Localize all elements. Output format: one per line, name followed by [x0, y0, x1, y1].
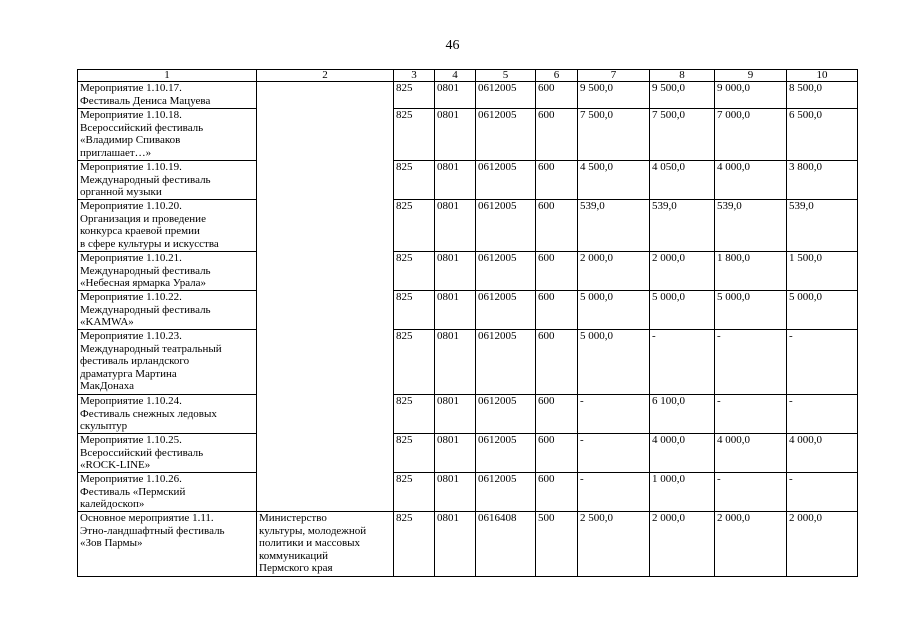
- column-header: 9: [715, 70, 787, 82]
- section-cell: 0801: [435, 252, 476, 291]
- grbs-cell: 825: [394, 291, 435, 330]
- section-cell: 0801: [435, 434, 476, 473]
- amount-cell: 539,0: [578, 200, 650, 252]
- amount-cell: 1 000,0: [650, 473, 715, 512]
- amount-cell: 4 000,0: [715, 434, 787, 473]
- responsible-cell-empty: [257, 82, 394, 512]
- column-header: 1: [78, 70, 257, 82]
- event-name-cell: Мероприятие 1.10.23. Международный театральный фестиваль ирландского драматурга Мартина МакДонаха: [78, 330, 257, 395]
- target-article-cell: 0612005: [476, 473, 536, 512]
- table-row: [78, 330, 858, 395]
- section-cell: 0801: [435, 512, 476, 577]
- amount-cell: -: [715, 395, 787, 434]
- target-article-cell: 0612005: [476, 395, 536, 434]
- amount-cell: 9 500,0: [650, 82, 715, 109]
- amount-cell: 2 000,0: [787, 512, 858, 577]
- column-header: 10: [787, 70, 858, 82]
- target-article-cell: 0612005: [476, 434, 536, 473]
- grbs-cell: 825: [394, 109, 435, 161]
- target-article-cell: 0612005: [476, 161, 536, 200]
- amount-cell: -: [650, 330, 715, 395]
- table-row: [78, 82, 858, 109]
- event-name-cell: Мероприятие 1.10.18. Всероссийский фестиваль «Владимир Спиваков приглашает…»: [78, 109, 257, 161]
- amount-cell: 2 500,0: [578, 512, 650, 577]
- expense-type-cell: 600: [536, 200, 578, 252]
- amount-cell: 2 000,0: [650, 252, 715, 291]
- expense-type-cell: 600: [536, 395, 578, 434]
- grbs-cell: 825: [394, 252, 435, 291]
- target-article-cell: 0612005: [476, 82, 536, 109]
- target-article-cell: 0612005: [476, 291, 536, 330]
- amount-cell: 2 000,0: [715, 512, 787, 577]
- amount-cell: 6 500,0: [787, 109, 858, 161]
- amount-cell: 2 000,0: [650, 512, 715, 577]
- amount-cell: 539,0: [787, 200, 858, 252]
- amount-cell: 5 000,0: [715, 291, 787, 330]
- grbs-cell: 825: [394, 200, 435, 252]
- amount-cell: 9 000,0: [715, 82, 787, 109]
- amount-cell: -: [787, 395, 858, 434]
- amount-cell: 4 000,0: [715, 161, 787, 200]
- amount-cell: -: [715, 330, 787, 395]
- event-name-cell: Мероприятие 1.10.21. Международный фестиваль «Небесная ярмарка Урала»: [78, 252, 257, 291]
- section-cell: 0801: [435, 473, 476, 512]
- table-row: [78, 200, 858, 252]
- amount-cell: 5 000,0: [578, 291, 650, 330]
- amount-cell: 8 500,0: [787, 82, 858, 109]
- target-article-cell: 0612005: [476, 330, 536, 395]
- amount-cell: 7 500,0: [650, 109, 715, 161]
- column-header: 6: [536, 70, 578, 82]
- target-article-cell: 0612005: [476, 252, 536, 291]
- amount-cell: 4 050,0: [650, 161, 715, 200]
- amount-cell: -: [787, 473, 858, 512]
- table-row: [78, 252, 858, 291]
- amount-cell: 9 500,0: [578, 82, 650, 109]
- header-row: [78, 70, 858, 82]
- grbs-cell: 825: [394, 330, 435, 395]
- table-row: [78, 395, 858, 434]
- grbs-cell: 825: [394, 512, 435, 577]
- target-article-cell: 0612005: [476, 200, 536, 252]
- section-cell: 0801: [435, 330, 476, 395]
- amount-cell: 5 000,0: [650, 291, 715, 330]
- target-article-cell: 0612005: [476, 109, 536, 161]
- amount-cell: 4 500,0: [578, 161, 650, 200]
- grbs-cell: 825: [394, 434, 435, 473]
- expense-type-cell: 600: [536, 109, 578, 161]
- column-header: 5: [476, 70, 536, 82]
- section-cell: 0801: [435, 109, 476, 161]
- event-name-cell: Основное мероприятие 1.11. Этно-ландшафтный фестиваль «Зов Пармы»: [78, 512, 257, 577]
- event-name-cell: Мероприятие 1.10.25. Всероссийский фестиваль «ROCK-LINE»: [78, 434, 257, 473]
- expense-type-cell: 600: [536, 252, 578, 291]
- table-row: [78, 109, 858, 161]
- grbs-cell: 825: [394, 395, 435, 434]
- amount-cell: -: [578, 473, 650, 512]
- expense-type-cell: 600: [536, 291, 578, 330]
- column-header: 7: [578, 70, 650, 82]
- event-name-cell: Мероприятие 1.10.20. Организация и проведение конкурса краевой премии в сфере культуры и искусства: [78, 200, 257, 252]
- expense-type-cell: 600: [536, 473, 578, 512]
- amount-cell: 539,0: [715, 200, 787, 252]
- grbs-cell: 825: [394, 473, 435, 512]
- responsible-executor-cell: Министерство культуры, молодежной политики и массовых коммуникаций Пермского края: [257, 512, 394, 577]
- column-header: 3: [394, 70, 435, 82]
- section-cell: 0801: [435, 161, 476, 200]
- amount-cell: 2 000,0: [578, 252, 650, 291]
- amount-cell: -: [787, 330, 858, 395]
- target-article-cell: 0616408: [476, 512, 536, 577]
- column-header: 4: [435, 70, 476, 82]
- amount-cell: 3 800,0: [787, 161, 858, 200]
- table-row: [78, 434, 858, 473]
- amount-cell: 4 000,0: [650, 434, 715, 473]
- amount-cell: 5 000,0: [787, 291, 858, 330]
- expense-type-cell: 600: [536, 161, 578, 200]
- table-row: [78, 161, 858, 200]
- amount-cell: -: [578, 434, 650, 473]
- amount-cell: 539,0: [650, 200, 715, 252]
- amount-cell: 1 500,0: [787, 252, 858, 291]
- event-name-cell: Мероприятие 1.10.24. Фестиваль снежных ледовых скульптур: [78, 395, 257, 434]
- table-row: [78, 512, 858, 577]
- amount-cell: -: [578, 395, 650, 434]
- section-cell: 0801: [435, 395, 476, 434]
- amount-cell: 7 500,0: [578, 109, 650, 161]
- expense-type-cell: 600: [536, 330, 578, 395]
- column-header: 8: [650, 70, 715, 82]
- event-name-cell: Мероприятие 1.10.17. Фестиваль Дениса Мацуева: [78, 82, 257, 109]
- amount-cell: 1 800,0: [715, 252, 787, 291]
- grbs-cell: 825: [394, 82, 435, 109]
- expense-type-cell: 500: [536, 512, 578, 577]
- expense-type-cell: 600: [536, 434, 578, 473]
- section-cell: 0801: [435, 291, 476, 330]
- grbs-cell: 825: [394, 161, 435, 200]
- page-number: 46: [445, 38, 460, 53]
- amount-cell: 6 100,0: [650, 395, 715, 434]
- expense-type-cell: 600: [536, 82, 578, 109]
- event-name-cell: Мероприятие 1.10.26. Фестиваль «Пермский калейдоскоп»: [78, 473, 257, 512]
- section-cell: 0801: [435, 82, 476, 109]
- budget-table: [77, 69, 858, 577]
- table-row: [78, 473, 858, 512]
- section-cell: 0801: [435, 200, 476, 252]
- table-row: [78, 291, 858, 330]
- amount-cell: 4 000,0: [787, 434, 858, 473]
- event-name-cell: Мероприятие 1.10.19. Международный фестиваль органной музыки: [78, 161, 257, 200]
- amount-cell: 5 000,0: [578, 330, 650, 395]
- amount-cell: -: [715, 473, 787, 512]
- amount-cell: 7 000,0: [715, 109, 787, 161]
- column-header: 2: [257, 70, 394, 82]
- event-name-cell: Мероприятие 1.10.22. Международный фестиваль «KAMWA»: [78, 291, 257, 330]
